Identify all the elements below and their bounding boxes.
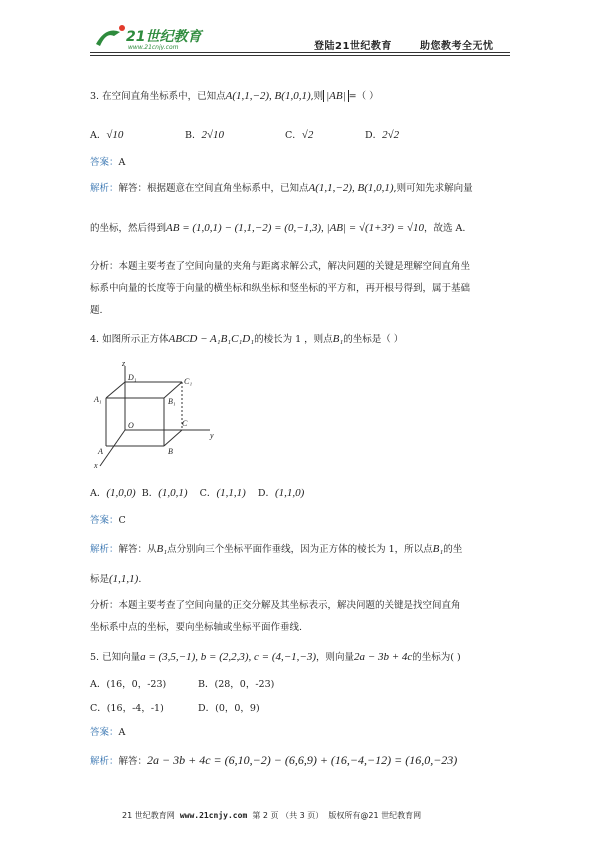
q5-analysis: 解析：解答：2a − 3b + 4c = (6,10,−2) − (6,6,9) + (16,−4,−12) = (16,0,−23) bbox=[90, 753, 458, 767]
cube-diagram bbox=[92, 358, 222, 470]
q3-answer: 答案：A bbox=[90, 157, 126, 168]
q4-comment-line2: 坐标系中点的坐标，要向坐标轴或坐标平面作垂线. bbox=[90, 622, 303, 633]
label-x: x bbox=[94, 461, 98, 470]
header-rule bbox=[90, 52, 510, 53]
q3-stem: 3. 在空间直角坐标系中，已知点A(1,1,−2), B(1,0,1),则 |AB| =（ ） bbox=[90, 90, 379, 102]
edge-cb bbox=[164, 430, 182, 446]
q5-option-c: C．(16，-4，-1) bbox=[90, 703, 164, 714]
q5-option-d: D．(0，0，9) bbox=[198, 703, 260, 714]
q5-option-b: B．(28，0，-23) bbox=[198, 679, 275, 690]
label-b1: B₁ bbox=[168, 397, 176, 406]
q4-analysis-line2: 标是(1,1,1). bbox=[90, 573, 142, 585]
header-rule-thin bbox=[90, 55, 510, 56]
q3-comment-line3: 题. bbox=[90, 305, 103, 316]
label-z: z bbox=[122, 359, 126, 368]
q4-comment-line1: 分析：本题主要考查了空间向量的正交分解及其坐标表示，解决问题的关键是找空间直角 bbox=[90, 600, 461, 611]
logo-subtext: www.21cnjy.com bbox=[128, 44, 179, 50]
q3-comment-line2: 标系中向量的长度等于向量的横坐标和纵坐标和竖坐标的平方和，再开根号得到，属于基础 bbox=[90, 283, 471, 294]
label-c1: C₁ bbox=[184, 377, 193, 386]
edge-c1b1 bbox=[164, 382, 182, 398]
footer: 21 世纪教育网 www.21cnjy.com 第 2 页 （共 3 页） 版权所有@21 世纪教育网 bbox=[122, 811, 422, 820]
q5-option-a: A．(16，0，-23) bbox=[90, 679, 167, 690]
label-d1: D₁ bbox=[128, 373, 137, 382]
q3-option-d: D．2√2 bbox=[365, 129, 400, 141]
q5-answer: 答案：A bbox=[90, 727, 126, 738]
label-y: y bbox=[210, 431, 214, 440]
q3-analysis-line1: 解析：解答：根据题意在空间直角坐标系中，已知点A(1,1,−2), B(1,0,1),则可知先求解向量 bbox=[90, 182, 473, 194]
q3-option-b: B．2√10 bbox=[185, 129, 225, 141]
q3-option-a: A．√10 bbox=[90, 129, 124, 141]
q4-options: A．(1,0,0) B．(1,0,1) C．(1,1,1) D．(1,1,0) bbox=[90, 487, 305, 499]
label-c: C bbox=[182, 419, 188, 428]
x-axis bbox=[100, 430, 125, 466]
q4-analysis-line1: 解析：解答：从B₁点分别向三个坐标平面作垂线，因为正方体的棱长为 1，所以点B₁的坐 bbox=[90, 543, 463, 555]
q5-stem: 5. 已知向量a = (3,5,−1), b = (2,2,3), c = (4,−1,−3)，则向量2a − 3b + 4c的坐标为( ) bbox=[90, 651, 461, 663]
site-logo[interactable] bbox=[92, 22, 217, 50]
q3-comment-line1: 分析：本题主要考查了空间向量的夹角与距离求解公式，解决问题的关键是理解空间直角坐 bbox=[90, 261, 471, 272]
q4-answer: 答案：C bbox=[90, 515, 126, 526]
label-b: B bbox=[168, 447, 173, 456]
label-o: O bbox=[128, 421, 134, 430]
q4-stem: 4. 如图所示正方体ABCD − A₁B₁C₁D₁的棱长为 1 ，则点B₁的坐标是（ ） bbox=[90, 333, 404, 345]
footer-url[interactable]: www.21cnjy.com bbox=[179, 811, 248, 820]
q3-analysis-line2: 的坐标，然后得到AB = (1,0,1) − (1,1,−2) = (0,−1,3), |AB| = √(1+3²) = √10，故选 A. bbox=[90, 222, 466, 234]
header-slogan-right: 助您教考全无忧 bbox=[420, 41, 494, 52]
edge-d1a1 bbox=[106, 382, 125, 398]
label-a1: A₁ bbox=[94, 395, 102, 404]
q3-option-c: C．√2 bbox=[285, 129, 314, 141]
label-a: A bbox=[98, 447, 103, 456]
logo-text: 21世纪教育 bbox=[126, 29, 202, 45]
header-slogan-left: 登陆21世纪教育 bbox=[314, 41, 392, 52]
